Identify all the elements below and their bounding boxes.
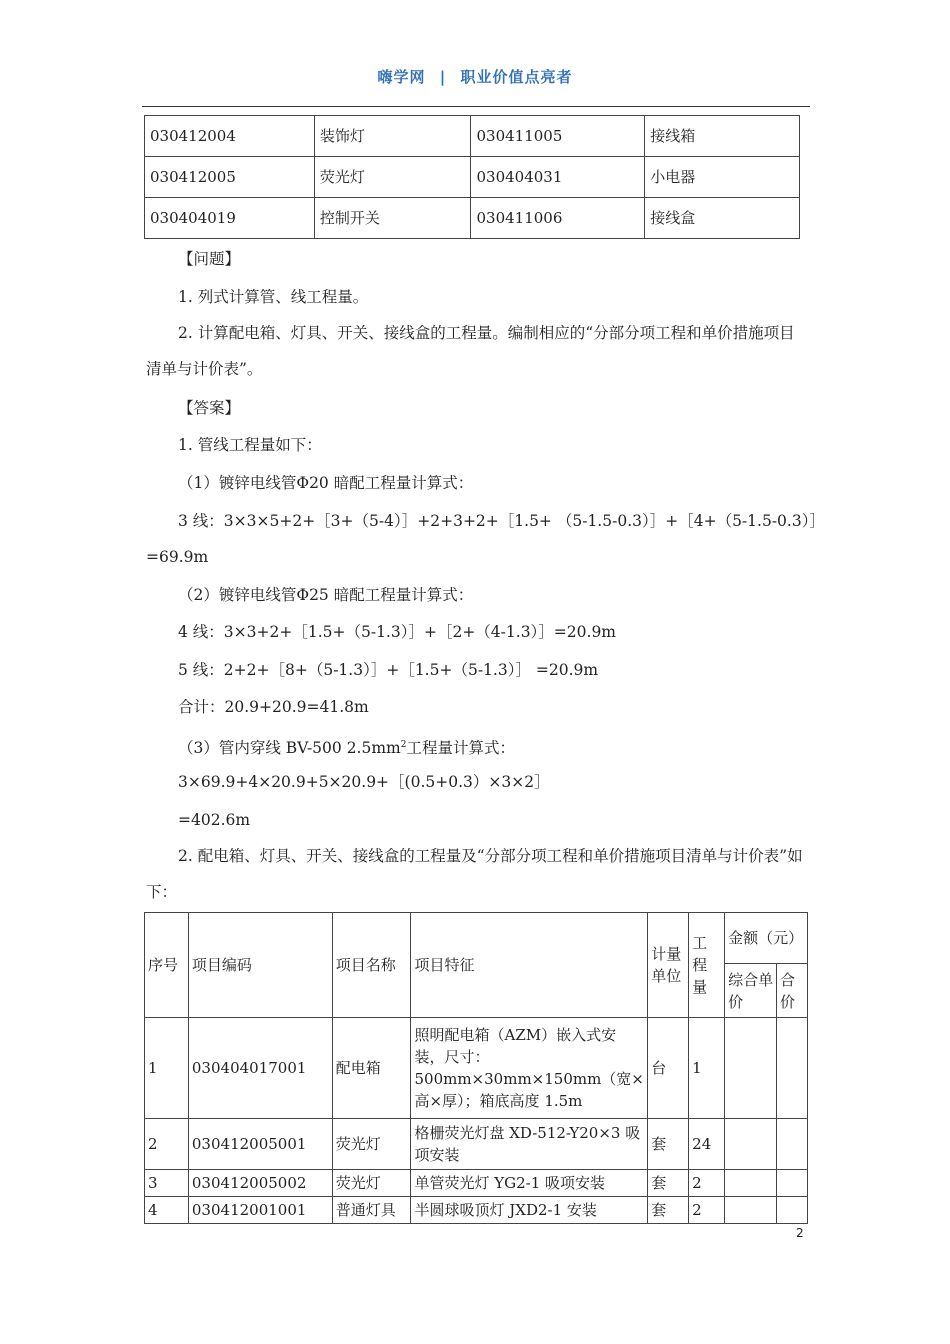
header-unit-price: 综合单价 [725,964,777,1018]
cell-qty: 24 [689,1119,725,1170]
section-2-line-2: 5 线：2+2+［8+（5-1.3）］+［1.5+（5-1.3）］ =20.9m [178,661,599,679]
header-divider [142,106,810,107]
cell-feature: 格栅荧光灯盘 XD-512-Y20×3 吸项安装 [411,1119,648,1170]
cell-qty: 2 [689,1170,725,1197]
table-cell: 控制开关 [314,198,471,239]
bill-table [144,912,808,1224]
question-1: 1. 列式计算管、线工程量。 [178,288,369,306]
table-row [145,157,800,198]
cell-code: 030412005002 [188,1170,332,1197]
cell-seq: 1 [145,1018,189,1119]
table-row [145,1018,808,1119]
header-qty: 工程量 [689,913,725,1018]
page-header [0,66,950,87]
cell-name: 荧光灯 [332,1170,411,1197]
header-separator: | [439,68,447,86]
table-row [145,116,800,157]
cell-feature: 单管荧光灯 YG2-1 吸项安装 [411,1170,648,1197]
section-3-title [178,734,842,759]
table-cell: 小电器 [645,157,800,198]
cell-name: 普通灯具 [332,1197,411,1224]
cell-unit: 台 [648,1018,689,1119]
cell-name: 配电箱 [332,1018,411,1119]
header-seq: 序号 [145,913,189,1018]
section-2-total: 合计：20.9+20.9=41.8m [178,698,369,716]
cell-total [776,1018,807,1119]
table-cell: 030404019 [145,198,315,239]
section-3-title-text: （3）管内穿线 BV-500 2.5mm [178,739,401,758]
cell-seq: 2 [145,1119,189,1170]
question-2: 2. 计算配电箱、灯具、开关、接线盒的工程量。编制相应的“分部分项工程和单价措施项目清单与计价表”。 [146,324,795,378]
cell-unit: 套 [648,1197,689,1224]
cell-qty: 2 [689,1197,725,1224]
header-unit: 计量单位 [648,913,689,1018]
cell-unit-price [725,1119,777,1170]
table-row [145,1197,808,1224]
table-row [145,1170,808,1197]
table-cell: 030411005 [471,116,645,157]
cell-code: 030404017001 [188,1018,332,1119]
cell-name: 荧光灯 [332,1119,411,1170]
answer-heading: 【答案】 [178,399,241,417]
header-feature: 项目特征 [411,913,648,1018]
cell-feature: 照明配电箱（AZM）嵌入式安装，尺寸：500mm×30mm×150mm（宽×高×厚）；箱底高度 1.5m [411,1018,648,1119]
table-cell: 030404031 [471,157,645,198]
cell-unit-price [725,1170,777,1197]
cell-code: 030412005001 [188,1119,332,1170]
page-number: 2 [796,1226,804,1240]
table-cell: 030411006 [471,198,645,239]
table-row [145,1119,808,1170]
site-slogan: 职业价值点亮者 [460,68,573,86]
section-2-line-1: 4 线：3×3+2+［1.5+（5-1.3）］+［2+（4-1.3）］=20.9m [178,623,617,641]
cell-seq: 4 [145,1197,189,1224]
cell-seq: 3 [145,1170,189,1197]
section-3-title-suffix: 工程量计算式： [406,739,515,758]
cell-total [776,1197,807,1224]
cell-total [776,1119,807,1170]
section-3-line-1: 3×69.9+4×20.9+5×20.9+［(0.5+0.3）×3×2］ [178,773,550,791]
header-name: 项目名称 [332,913,411,1018]
cell-unit-price [725,1197,777,1224]
header-total: 合价 [776,964,807,1018]
table-cell: 装饰灯 [314,116,471,157]
question-heading: 【问题】 [178,250,241,268]
superscript: 2 [400,740,407,750]
code-table [144,115,800,239]
answer-2: 2. 配电箱、灯具、开关、接线盒的工程量及“分部分项工程和单价措施项目清单与计价表”如下： [146,847,803,901]
cell-total [776,1170,807,1197]
site-name: 嗨学网 [377,68,426,86]
table-cell: 030412005 [145,157,315,198]
cell-qty: 1 [689,1018,725,1119]
cell-code: 030412001001 [188,1197,332,1224]
header-amount: 金额（元） [725,913,808,964]
section-1-line-2: =69.9m [146,548,209,566]
section-2-title: （2）镀锌电线管Φ25 暗配工程量计算式： [178,586,474,604]
table-cell: 接线盒 [645,198,800,239]
header-code: 项目编码 [188,913,332,1018]
section-1-title: （1）镀锌电线管Φ20 暗配工程量计算式： [178,474,474,492]
cell-unit: 套 [648,1119,689,1170]
table-cell: 接线箱 [645,116,800,157]
cell-unit: 套 [648,1170,689,1197]
section-3-line-2: =402.6m [178,811,251,829]
table-header-row [145,913,808,964]
cell-feature: 半圆球吸顶灯 JXD2-1 安装 [411,1197,648,1224]
section-1-line-1: 3 线：3×3×5+2+［3+（5-4）］+2+3+2+［1.5+ （5-1.5-0.3）］+［4+（5-1.5-0.3）］ [178,512,825,530]
cell-unit-price [725,1018,777,1119]
table-cell: 030412004 [145,116,315,157]
table-cell: 荧光灯 [314,157,471,198]
answer-1: 1. 管线工程量如下： [178,436,322,454]
table-row [145,198,800,239]
